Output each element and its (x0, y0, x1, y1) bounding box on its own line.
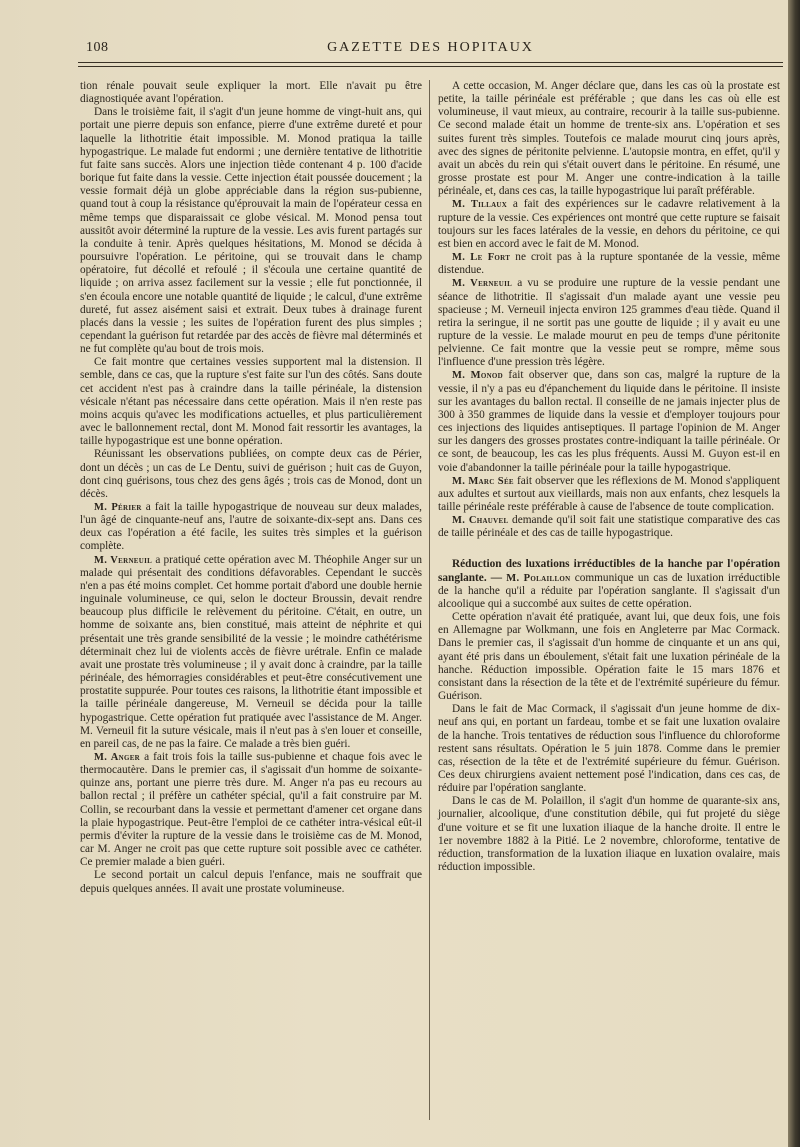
paragraph: Ce fait montre que certaines vessies supportent mal la distension. Il semble, dans ce cas, que la rupture s'est faite sur l'un des côtés. Sans doute cet accident n'est pas à craindre dans la taille périnéale, la distension vésicale n'étant pas nécessaire dans cette opération. Mais il n'en reste pas moins acquis qu'avec les modifications actuelles, et plus particulièrement avec le ballonnement rectal, dont M. Monod fait ressortir les avantages, la taille hypogastrique est une bonne opération. (80, 356, 422, 448)
left-column (80, 80, 422, 896)
paragraph: Le second portait un calcul depuis l'enfance, mais ne souffrait que depuis quelques années. Il avait une prostate volumineuse. (80, 869, 422, 895)
section-paragraph (438, 558, 780, 611)
header-rule-thin (78, 66, 783, 67)
speaker-name: M. Verneuil (94, 554, 153, 566)
speaker-name: M. Périer (94, 502, 142, 513)
section-title: Réduction des luxations irréductibles de la hanche par l'opération sanglante. — (438, 558, 780, 584)
speaker-name: M. Anger (94, 751, 141, 763)
right-column (438, 80, 780, 874)
paragraph-text: a fait des expériences sur le cadavre relativement à la rupture de la vessie. Ces expériences ont montré que cette rupture se faisait toujours sur les faces latérales de la vessie, en dehors du péritoine, ce qui est bien en accord avec le fait de M. Monod. (438, 198, 780, 250)
paragraph-text: communique un cas de luxation irréductible de la hanche qu'il a réduite par l'opération sanglante. Il s'agissait d'un alcoolique qui a succombé aux suites de cette opération. (438, 571, 780, 610)
speaker-name: M. Marc Sée (452, 475, 514, 487)
paragraph-text: ne croit pas à la rupture spontanée de la vessie, même distendue. (438, 251, 780, 277)
paragraph-text: fait observer que les réflexions de M. Monod s'appliquent aux adultes et surtout aux vieillards, mais non aux enfants, chez lesquels la taille périnéale reste préférable à cause de l'absence de toute complication. (438, 474, 781, 513)
paragraph (438, 198, 780, 251)
paragraph-text: fait observer que, dans son cas, malgré la rupture de la vessie, il n'y a pas eu d'épanchement du liquide dans le péritoine. Il insiste sur les avantages du ballon rectal. Il conseille de ne jamais injecter plus de 300 à 350 grammes de liquide dans la vessie et d'employer toujours pour ces injections des liquides antiseptiques. Il partage l'opinion de M. Anger sur les dangers des grosses prostates contre-indiquant la taille périnéale. Or ce sont, de beaucoup, les cas les plus fréquents. Aussi M. Guyon est-il en voie d'abandonner la taille périnéale pour la taille hypogastrique. (438, 369, 780, 474)
paragraph (80, 554, 422, 751)
running-title: GAZETTE DES HOPITAUX (327, 40, 534, 55)
speaker-name: M. Verneuil (452, 278, 513, 290)
paragraph: Dans le troisième fait, il s'agit d'un jeune homme de vingt-huit ans, qui portait une pierre depuis son enfance, pierre d'une extrême dureté et pour laquelle la lithotritie était impossible. M. Monod pratiqua la taille hypogastrique. Le malade fut endormi ; une dernière tentative de lithotritie fut faite sans succès. Alors une injection tiède contenant 4 p. 100 d'acide borique fut faite dans la vessie. Cette injection était poussée doucement ; la vessie formait déjà un globe appréciable dans la région sus-pubienne, quand tout à coup la résistance qu'éprouvait la main de l'opérateur cessa en même temps que disparaissait ce globe vésical. M. Monod pensa tout aussitôt avoir déterminé la rupture de la vessie. Les avis furent partagés sur la conduite à tenir. Après quelques hésitations, M. Monod se décida à poursuivre l'opération. Le péritoine, qui se trouvait dans le champ opératoire, fut décollé et refoulé ; il s'écoula une certaine quantité de liquide ; on arriva assez facilement sur la vessie ; elle fut ponctionnée, il s'en écoula encore une notable quantité de liquide ; le calcul, d'une extrême dureté, fut assez aisément saisi et extrait. Deux tubes à drainage furent placés dans la vessie ; les suites de l'opération furent des plus simples ; cependant la guérison fut retardée par des accès de fièvre mal déterminés et ne fut complète qu'au bout de trois mois. (80, 106, 422, 356)
speaker-name: M. Chauvel (452, 515, 509, 527)
speaker-name: M. Le Fort (452, 252, 511, 264)
paragraph: Dans le cas de M. Polaillon, il s'agit d'un homme de quarante-six ans, journalier, alcoolique, d'une constitution débile, qui fut projeté du siège d'une voiture et se fit une luxation iliaque de la hanche droite. Il entre le 1er novembre 1882 à la Pitié. Le 2 novembre, chloroforme, tentative de réduction, transformation de la luxation iliaque en luxation ovalaire, mais réduction impossible. (438, 795, 780, 874)
paragraph (80, 501, 422, 554)
paragraph-text: demande qu'il soit fait une statistique comparative des cas de taille périnéale et des cas de taille hypogastrique. (438, 514, 780, 540)
paragraph-text: a fait la taille hypogastrique de nouveau sur deux malades, l'un âgé de cinquante-neuf ans, l'autre de soixante-dix-sept ans. Dans ces deux cas l'opération a été facile, les suites très simples et la guérison complète. (80, 501, 422, 553)
paragraph (438, 369, 780, 474)
paragraph (80, 751, 422, 869)
speaker-name: M. Polaillon (506, 572, 571, 584)
paragraph: A cette occasion, M. Anger déclare que, dans les cas où la prostate est petite, la taille périnéale est préférable ; que dans les cas où elle est volumineuse, il vaut mieux, au contraire, recourir à la taille sus-pubienne. Ce second malade était un homme de trente-six ans. L'opération et ses suites furent très simples. Toutefois ce malade mourut cinq jours après, avec des signes de péritonite pelvienne. L'autopsie montra, en effet, qu'il y avait un abcès du rein qui s'était ouvert dans le péritoine. En résumé, une grosse prostate est pour M. Anger une contre-indication à la taille périnéale, et, dans ces cas, la taille hypogastrique lui paraît préférable. (438, 80, 780, 198)
paragraph (438, 277, 780, 369)
column-divider (429, 80, 430, 1120)
page-number: 108 (86, 40, 109, 55)
paragraph-text: a pratiqué cette opération avec M. Théophile Anger sur un malade qui présentait des conditions défavorables. Cependant le succès n'en a pas été moins complet. Cet homme portait d'abord une double hernie inguinale volumineuse, ce qui, selon le docteur Broussin, devait rendre beaucoup plus difficile le relèvement du péritoine. C'était, en outre, un homme de soixante ans, bien constitué, mais atteint de néphrite et qui présentait une très grande sensibilité de la vessie ; le moindre cathétérisme déterminait chez lui de violents accès de fièvre urétrale. Enfin ce malade avait une prostate très volumineuse ; il y avait donc à craindre, par la taille périnéale, des hémorragies considérables et peut-être consécutivement une prostatite suppurée. Pour toutes ces raisons, la lithotritie étant impossible et la taille périnéale dangereuse, M. Verneuil se décida pour la taille hypogastrique. Cette opération fut pratiquée avec l'assistance de M. Anger. M. Verneuil fit la suture vésicale, mais il n'eut pas à s'en louer et conseille, en pareil cas, de ne pas la faire. Ce malade a très bien guéri. (80, 553, 422, 750)
speaker-name: M. Tillaux (452, 199, 508, 211)
paragraph: tion rénale pouvait seule expliquer la mort. Elle n'avait pu être diagnostiquée avant l'opération. (80, 80, 422, 106)
section-spacer (438, 540, 780, 558)
paragraph: Réunissant les observations publiées, on compte deux cas de Périer, dont un décès ; un cas de Le Dentu, suivi de guérison ; huit cas de Guyon, dont cinq guérisons, tous chez des gens âgés ; trois cas de Monod, dont un décès. (80, 448, 422, 500)
paragraph (438, 475, 780, 514)
header-rule (78, 62, 783, 63)
paragraph: Dans le fait de Mac Cormack, il s'agissait d'un jeune homme de dix-neuf ans qui, en portant un fardeau, tombe et se fait une luxation ovalaire de la hanche. Trois tentatives de réduction sous l'influence du chloroforme restent sans résultats. Opération le 5 juin 1878. Comme dans le premier cas, résection de la tête et de l'extrémité supérieure du fémur. Guérison. Ces deux chirurgiens avaient nettement posé l'indication, dans ces cas, de réduire par l'opération sanglante. (438, 703, 780, 795)
paragraph-text: a fait trois fois la taille sus-pubienne et chaque fois avec le thermocautère. Dans le premier cas, il s'agissait d'un homme de soixante-quinze ans, portant une pierre très dure. M. Anger n'a pas eu recours au ballon rectal ; il préfère un cathéter spécial, qu'il a fait construire par M. Collin, se recourbant dans la vessie et permettant d'amener cet organe dans la plaie hypogastrique. Peut-être l'emploi de ce cathéter intra-vésical eût-il permis d'éviter la rupture de la vessie dans le troisième cas de M. Monod, car M. Anger ne croit pas que cette rupture soit possible avec ce cathéter. Ce premier malade a bien guéri. (80, 750, 422, 869)
paragraph (438, 251, 780, 277)
paragraph (438, 514, 780, 540)
paragraph-text: a vu se produire une rupture de la vessie pendant une séance de lithotritie. Il s'agissait d'un malade ayant une vessie peu spacieuse ; M. Verneuil injecta environ 125 grammes d'eau tiède. Quand il retira la seringue, il ne sortit pas une goutte de liquide ; il y avait eu une rupture de la vessie. Le malade mourut en peu de temps d'une péritonite pelvienne. Ce fait montre que la vessie peut se rompre, même sous l'influence d'une pression très légère. (438, 277, 780, 369)
paragraph: Cette opération n'avait été pratiquée, avant lui, que deux fois, une fois en Allemagne par Wolkmann, une fois en Angleterre par Mac Cormack. Dans le premier cas, il s'agissait d'un homme de cinquante et un ans qui, ayant été pris dans un éboulement, s'était fait une luxation périnéale de la hanche. Réduction impossible. Opération faite le 15 mars 1876 et consistant dans la résection de la tête et de l'extrémité supérieure du fémur. Guérison. (438, 611, 780, 703)
speaker-name: M. Monod (452, 370, 504, 382)
binding-edge (788, 0, 800, 1147)
page-header (78, 40, 783, 62)
